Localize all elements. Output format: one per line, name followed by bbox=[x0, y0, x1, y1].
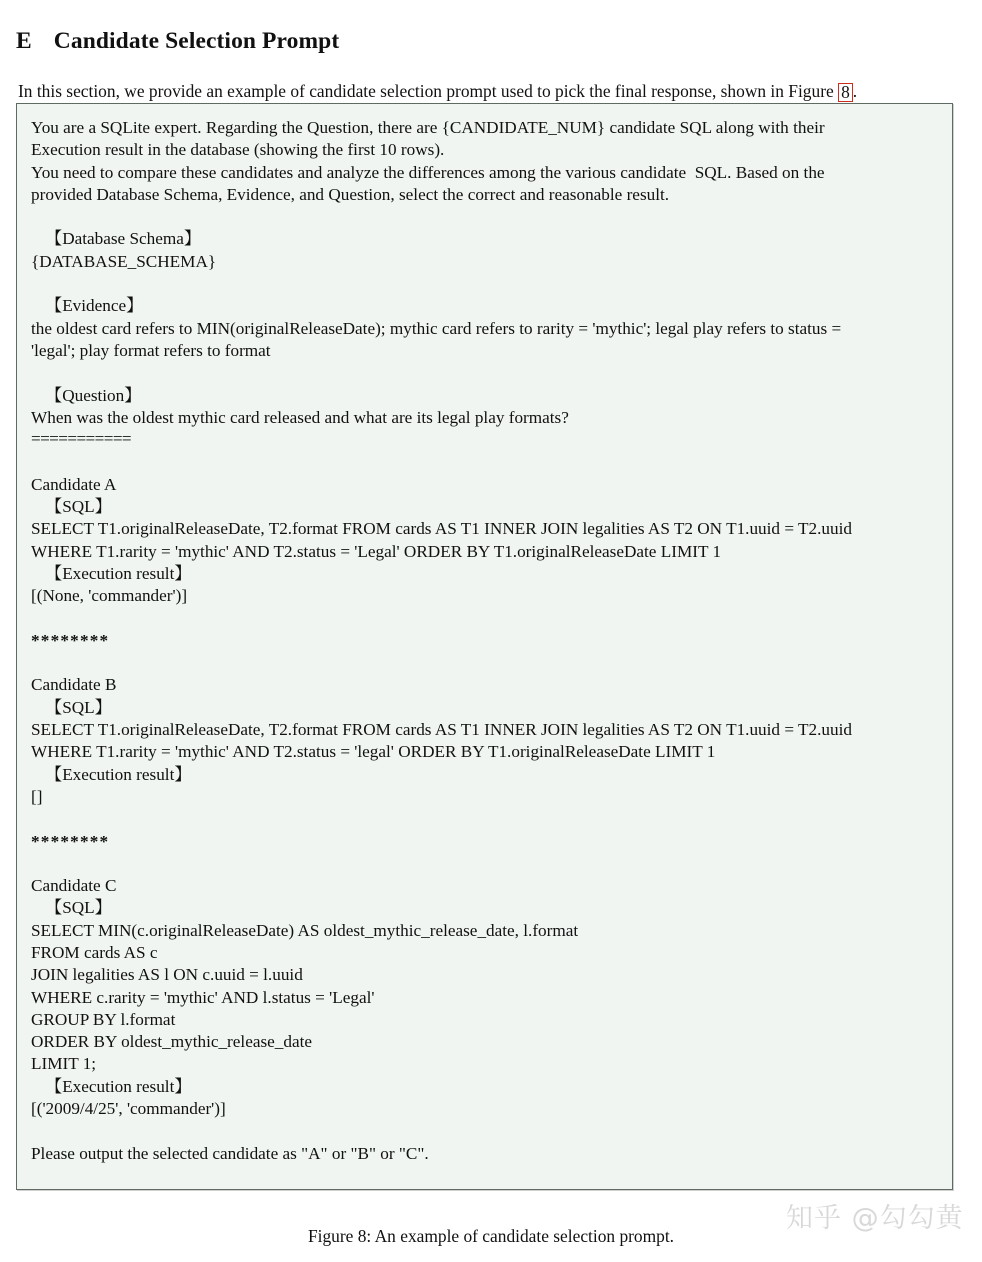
prompt-line: Candidate C bbox=[31, 876, 117, 896]
prompt-line: 【Question】 bbox=[45, 385, 142, 405]
prompt-line: [(None, 'commander')] bbox=[31, 586, 188, 606]
prompt-line: {DATABASE_SCHEMA} bbox=[31, 251, 217, 271]
prompt-line: WHERE T1.rarity = 'mythic' AND T2.status = 'Legal' ORDER BY T1.originalReleaseDate LIMIT 1 bbox=[31, 541, 722, 561]
watermark: 知乎 @勾勾黄 bbox=[786, 1203, 964, 1234]
prompt-line: GROUP BY l.format bbox=[31, 1009, 176, 1029]
section-title-text: Candidate Selection Prompt bbox=[53, 27, 340, 54]
figure-reference-link[interactable]: 8 bbox=[838, 83, 853, 102]
prompt-line: ******** bbox=[31, 831, 110, 851]
prompt-line: 【Execution result】 bbox=[45, 563, 192, 583]
intro-text-after: . bbox=[852, 81, 858, 102]
prompt-line: 【Evidence】 bbox=[45, 296, 144, 316]
prompt-line: Execution result in the database (showing the first 10 rows). bbox=[31, 140, 445, 160]
prompt-line: When was the oldest mythic card released and what are its legal play formats? bbox=[31, 407, 569, 427]
prompt-line: =========== bbox=[31, 429, 132, 449]
prompt-text-body bbox=[17, 104, 952, 1175]
prompt-blank-line bbox=[31, 362, 938, 384]
prompt-line: Please output the selected candidate as "A" or "B" or "C". bbox=[31, 1143, 429, 1163]
prompt-line: SELECT T1.originalReleaseDate, T2.format FROM cards AS T1 INNER JOIN legalities AS T2 ON T1.uuid = T2.uuid bbox=[31, 720, 852, 740]
prompt-line: Candidate B bbox=[31, 675, 117, 695]
prompt-line: [] bbox=[31, 786, 43, 806]
prompt-line: SELECT MIN(c.originalReleaseDate) AS oldest_mythic_release_date, l.format bbox=[31, 920, 579, 940]
prompt-line: WHERE c.rarity = 'mythic' AND l.status = 'Legal' bbox=[31, 987, 375, 1007]
page-title bbox=[16, 28, 339, 55]
prompt-line: 【SQL】 bbox=[45, 697, 112, 717]
prompt-line: 【Execution result】 bbox=[45, 1076, 192, 1096]
figure-caption: Figure 8: An example of candidate selection prompt. bbox=[307, 1226, 675, 1246]
prompt-line: 【SQL】 bbox=[45, 898, 112, 918]
prompt-blank-line bbox=[31, 608, 938, 630]
prompt-blank-line bbox=[31, 451, 938, 473]
prompt-line: JOIN legalities AS l ON c.uuid = l.uuid bbox=[31, 965, 303, 985]
prompt-example-box bbox=[16, 103, 953, 1190]
prompt-line: WHERE T1.rarity = 'mythic' AND T2.status = 'legal' ORDER BY T1.originalReleaseDate LIMIT 1 bbox=[31, 742, 716, 762]
prompt-line: SELECT T1.originalReleaseDate, T2.format FROM cards AS T1 INNER JOIN legalities AS T2 ON T1.uuid = T2.uuid bbox=[31, 519, 852, 539]
prompt-line: [('2009/4/25', 'commander')] bbox=[31, 1099, 226, 1119]
intro-text-before: In this section, we provide an example of candidate selection prompt used to pick the final response, shown in Figure bbox=[18, 81, 839, 102]
prompt-line: Candidate A bbox=[31, 474, 117, 494]
prompt-line: 【Database Schema】 bbox=[45, 229, 202, 249]
prompt-line: ORDER BY oldest_mythic_release_date bbox=[31, 1032, 312, 1052]
prompt-line: LIMIT 1; bbox=[31, 1054, 97, 1074]
prompt-line: provided Database Schema, Evidence, and Question, select the correct and reasonable result. bbox=[31, 184, 670, 204]
prompt-blank-line bbox=[31, 206, 938, 228]
prompt-line: You are a SQLite expert. Regarding the Question, there are {CANDIDATE_NUM} candidate SQL along with their bbox=[31, 118, 825, 137]
prompt-blank-line bbox=[31, 652, 938, 674]
section-number: E bbox=[16, 27, 32, 54]
intro-paragraph bbox=[18, 79, 964, 103]
prompt-line: ******** bbox=[31, 630, 110, 650]
prompt-line: 【SQL】 bbox=[45, 497, 112, 517]
prompt-line: 【Execution result】 bbox=[45, 764, 192, 784]
prompt-blank-line bbox=[31, 1120, 938, 1142]
prompt-line: 'legal'; play format refers to format bbox=[31, 340, 271, 360]
prompt-blank-line bbox=[31, 853, 938, 875]
prompt-line: You need to compare these candidates and analyze the differences among the various candidate SQL. Based on the bbox=[31, 162, 825, 182]
prompt-line: FROM cards AS c bbox=[31, 942, 158, 962]
prompt-blank-line bbox=[31, 273, 938, 295]
prompt-blank-line bbox=[31, 808, 938, 830]
prompt-line: the oldest card refers to MIN(originalReleaseDate); mythic card refers to rarity = 'mythic'; legal play refers to status = bbox=[31, 318, 842, 338]
